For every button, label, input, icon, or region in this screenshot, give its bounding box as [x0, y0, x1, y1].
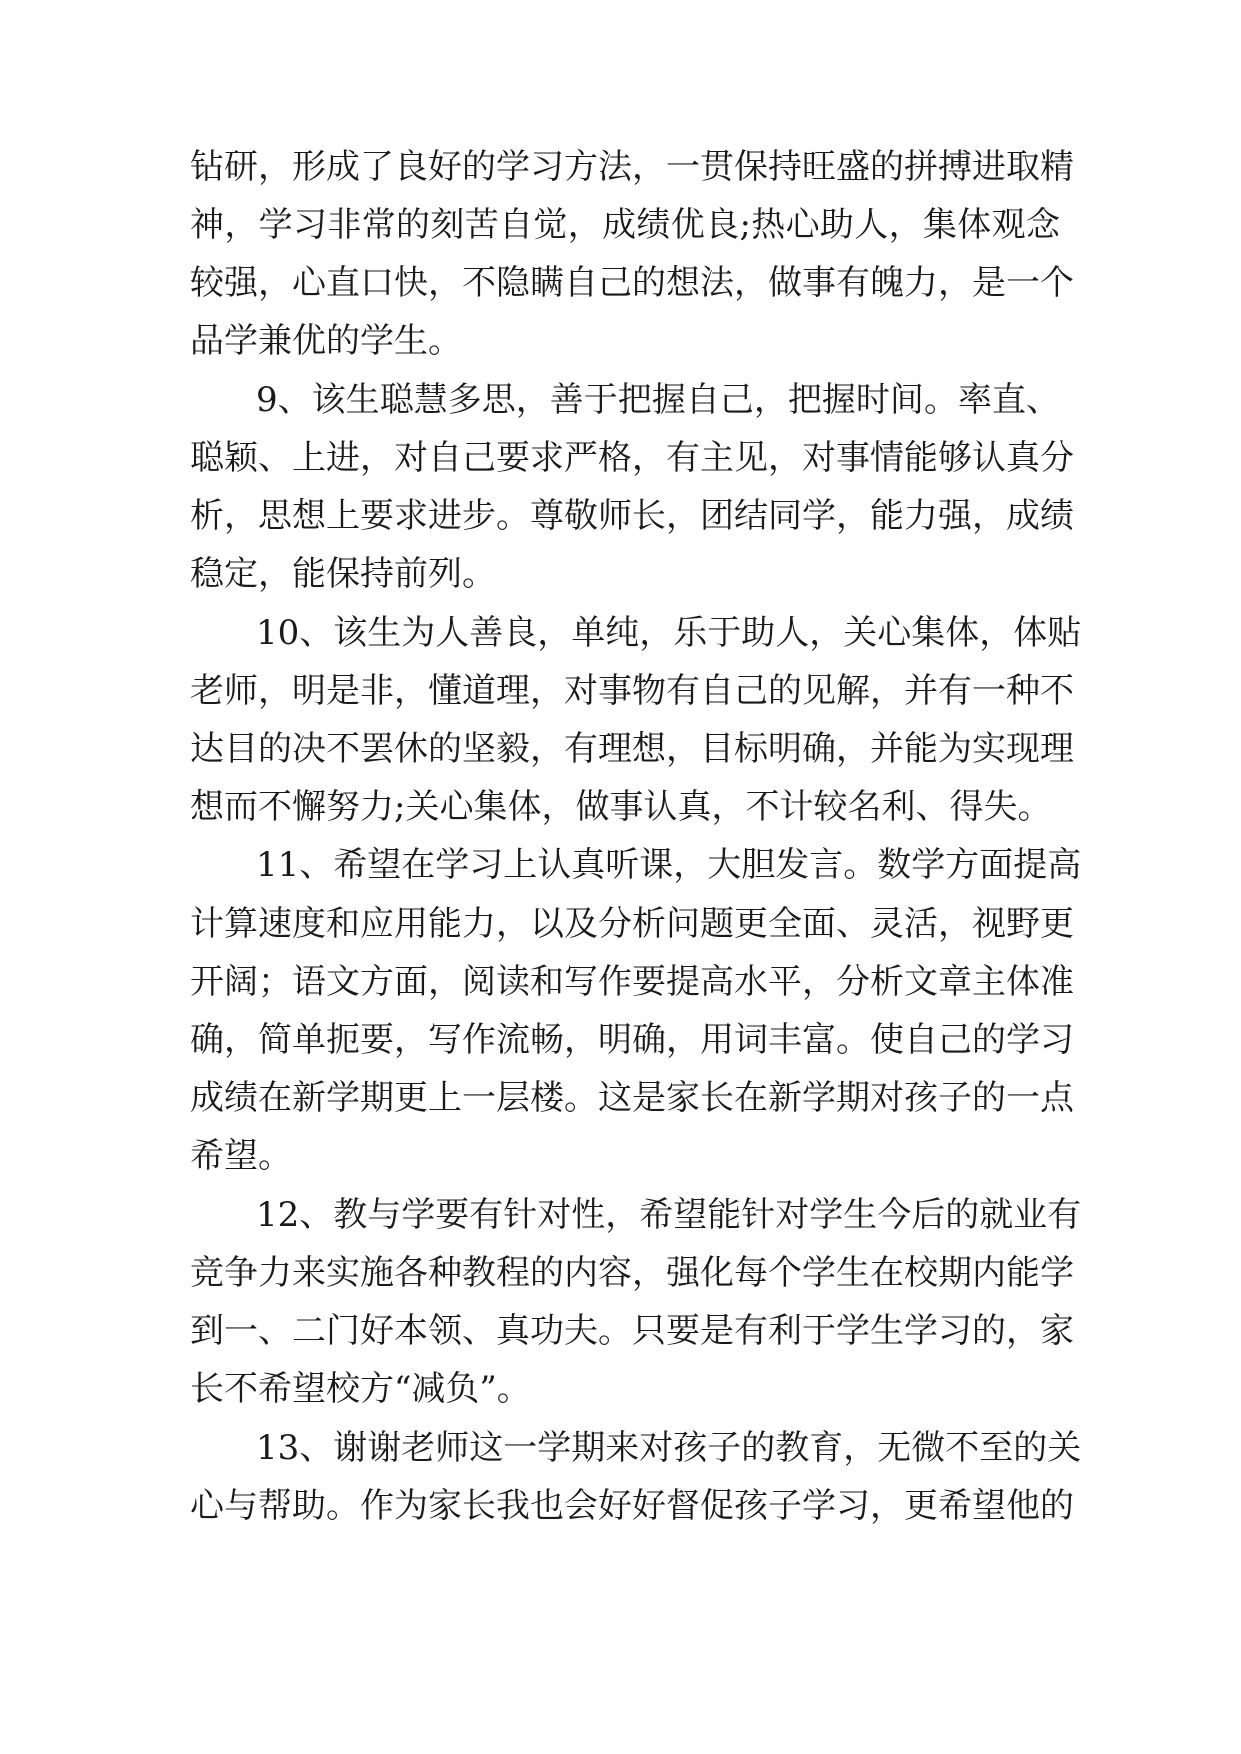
paragraph-11-line-4: 成绩在新学期更上一层楼。这是家长在新学期对孩子的一点	[190, 1078, 1074, 1118]
paragraph-9-line-2: 析，思想上要求进步。尊敬师长，团结同学，能力强，成绩	[190, 496, 1074, 536]
paragraph-10-line-0: 10、该生为人善良，单纯，乐于助人，关心集体，体贴	[256, 613, 1082, 653]
paragraph-11-line-5: 希望。	[190, 1136, 292, 1176]
paragraph-12-line-1: 竞争力来实施各种教程的内容，强化每个学生在校期内能学	[190, 1253, 1074, 1293]
paragraph-13-line-1: 心与帮助。作为家长我也会好好督促孩子学习，更希望他的	[190, 1486, 1074, 1526]
paragraph-11-line-0: 11、希望在学习上认真听课，大胆发言。数学方面提高	[256, 845, 1082, 885]
paragraph-0-line-1: 神，学习非常的刻苦自觉，成绩优良;热心助人，集体观念	[190, 205, 1060, 245]
paragraph-10-line-2: 达目的决不罢休的坚毅，有理想，目标明确，并能为实现理	[190, 729, 1074, 769]
paragraph-0-line-0: 钻研，形成了良好的学习方法，一贯保持旺盛的拼搏进取精	[190, 147, 1074, 187]
paragraph-12-line-3: 长不希望校方“减负”。	[190, 1369, 531, 1409]
paragraph-12-line-2: 到一、二门好本领、真功夫。只要是有利于学生学习的，家	[190, 1311, 1074, 1351]
paragraph-11-line-3: 确，简单扼要，写作流畅，明确，用词丰富。使自己的学习	[190, 1020, 1074, 1060]
paragraph-0-line-3: 品学兼优的学生。	[190, 321, 462, 361]
paragraph-9-line-0: 9、该生聪慧多思，善于把握自己，把握时间。率直、	[256, 380, 1060, 420]
paragraph-12-line-0: 12、教与学要有针对性，希望能针对学生今后的就业有	[256, 1195, 1082, 1235]
paragraph-9-line-3: 稳定，能保持前列。	[190, 554, 496, 594]
paragraph-11-line-2: 开阔；语文方面，阅读和写作要提高水平，分析文章主体准	[190, 962, 1074, 1002]
paragraph-10-line-3: 想而不懈努力;关心集体，做事认真，不计较名利、得失。	[190, 787, 1052, 827]
paragraph-13-line-0: 13、谢谢老师这一学期来对孩子的教育，无微不至的关	[256, 1428, 1082, 1468]
paragraph-10-line-1: 老师，明是非，懂道理，对事物有自己的见解，并有一种不	[190, 671, 1074, 711]
paragraph-9-line-1: 聪颖、上进，对自己要求严格，有主见，对事情能够认真分	[190, 438, 1074, 478]
paragraph-11-line-1: 计算速度和应用能力，以及分析问题更全面、灵活，视野更	[190, 904, 1074, 944]
paragraph-0-line-2: 较强，心直口快，不隐瞒自己的想法，做事有魄力，是一个	[190, 263, 1074, 303]
